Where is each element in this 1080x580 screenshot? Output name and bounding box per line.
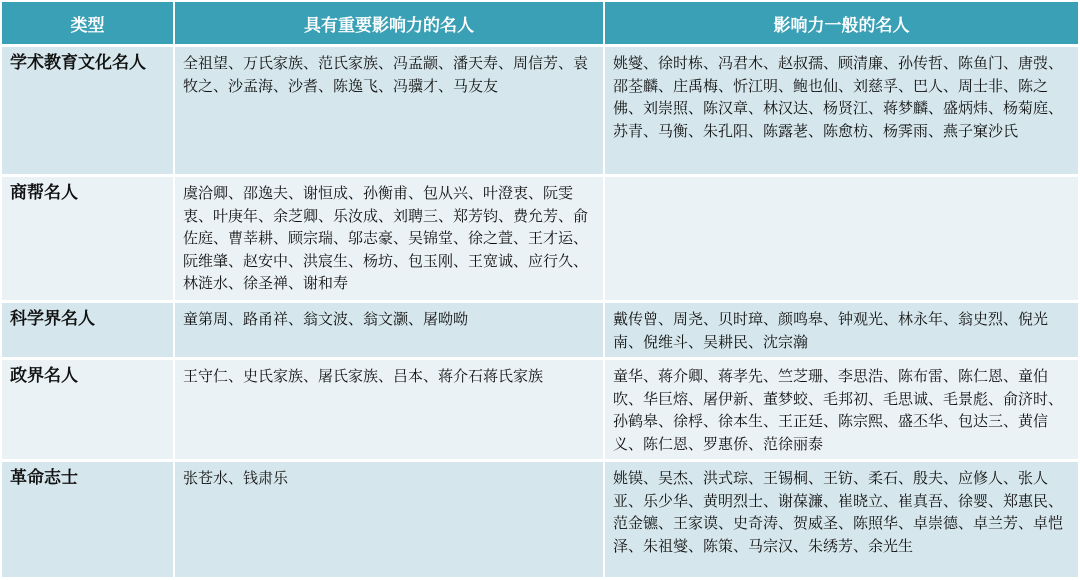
row-major-people: 王守仁、史氏家族、屠氏家族、吕本、蒋介石蒋氏家族	[174, 359, 604, 461]
row-general-people: 姚燮、徐时栋、冯君木、赵叔孺、顾清廉、孙传哲、陈鱼门、唐弢、邵荃麟、庄禹梅、忻江明、鲍也仙、刘慈孚、巴人、周士非、陈之佛、刘崇照、陈汉章、林汉达、杨贤江、蒋梦麟、盛炳炜、杨菊庭、苏青、马衡、朱孔阳、陈露荖、陈愈枋、杨霁雨、燕子窠沙氏	[604, 46, 1078, 176]
row-major-people: 张苍水、钱肃乐	[174, 461, 604, 579]
table-row	[2, 46, 1078, 176]
header-major-influence: 具有重要影响力的名人	[174, 2, 604, 46]
row-major-people: 全祖望、万氏家族、范氏家族、冯孟颛、潘天寿、周信芳、袁牧之、沙孟海、沙耆、陈逸飞、冯骥才、马友友	[174, 46, 604, 176]
row-general-people	[604, 176, 1078, 302]
row-general-people: 童华、蒋介卿、蒋孝先、竺芝珊、李思浩、陈布雷、陈仁恩、童伯吹、华巨熔、屠伊新、董梦蛟、毛邦初、毛思诚、毛景彪、俞济时、孙鹤皋、徐桴、徐本生、王正廷、陈宗熙、盛丕华、包达三、黄信义、陈仁恩、罗惠侨、范徐丽泰	[604, 359, 1078, 461]
table-row	[2, 359, 1078, 461]
row-major-people: 虞洽卿、邵逸夫、谢恒成、孙衡甫、包从兴、叶澄衷、阮雯衷、叶庚年、余芝卿、乐汝成、刘聘三、郑芳钧、费允芳、俞佐庭、曹莘耕、顾宗瑞、邬志豪、吴锦堂、徐之萱、王才运、阮维肇、赵安中、洪宸生、杨坊、包玉刚、王宽诚、应行久、林涟水、徐圣禅、谢和寿	[174, 176, 604, 302]
row-category: 学术教育文化名人	[2, 46, 174, 176]
row-category: 商帮名人	[2, 176, 174, 302]
header-general-influence: 影响力一般的名人	[604, 2, 1078, 46]
table-header-row	[2, 2, 1078, 46]
row-general-people: 姚镆、吴杰、洪式琮、王锡桐、王钫、柔石、殷夫、应修人、张人亚、乐少华、黄明烈士、谢葆濂、崔晓立、崔真吾、徐婴、郑惠民、范金镳、王家谟、史奇涛、贺威圣、陈照华、卓崇德、卓兰芳、卓恺泽、朱祖燮、陈策、马宗汉、朱绣芳、余光生	[604, 461, 1078, 579]
row-general-people: 戴传曾、周尧、贝时璋、颜鸣皋、钟观光、林永年、翁史烈、倪光南、倪维斗、吴耕民、沈宗瀚	[604, 302, 1078, 359]
table-row	[2, 176, 1078, 302]
table-row	[2, 302, 1078, 359]
row-major-people: 童第周、路甬祥、翁文波、翁文灏、屠呦呦	[174, 302, 604, 359]
row-category: 革命志士	[2, 461, 174, 579]
famous-people-table	[2, 2, 1078, 580]
row-category: 科学界名人	[2, 302, 174, 359]
row-category: 政界名人	[2, 359, 174, 461]
header-category: 类型	[2, 2, 174, 46]
table-row	[2, 461, 1078, 579]
